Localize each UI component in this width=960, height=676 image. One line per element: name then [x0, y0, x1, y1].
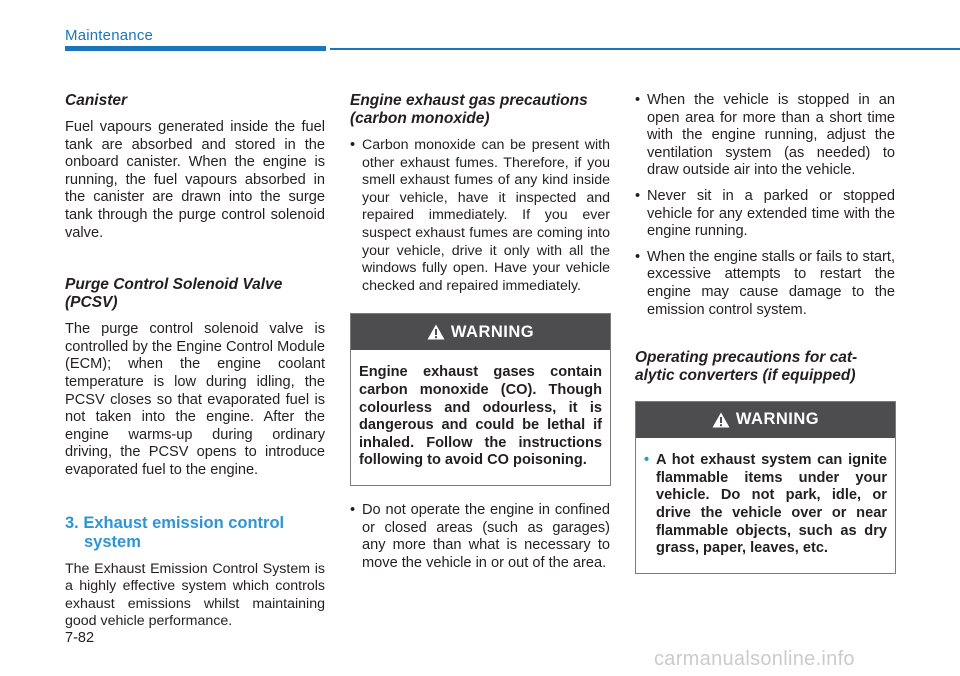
list-item [350, 502, 610, 572]
bullet-marker: • [635, 92, 641, 108]
warning-label: WARNING [735, 410, 820, 429]
warning-triangle-icon [427, 324, 445, 340]
pcsv-heading [65, 276, 325, 312]
bullet-marker: • [350, 137, 356, 153]
list-item [635, 249, 895, 319]
exhaust-emission-section-heading [65, 514, 325, 552]
warning-header [351, 314, 610, 350]
bullet-text: Do not operate the engine in confined or closed areas (such as garages) any more than what is necessary to move the vehicle in or out of the area. [362, 501, 610, 571]
catalytic-heading [635, 349, 895, 385]
warning-text: A hot exhaust system can ignite flammable items under your vehicle. Do not park, idle, or drive the vehicle over or near flammable objects, such as dry grass, paper, leaves, etc. [656, 452, 887, 557]
bullet-text: Never sit in a parked or stopped vehicle for any extended time with the engine running. [647, 187, 895, 240]
exhaust-gas-heading-line2: (carbon monoxide) [350, 110, 490, 127]
exhaust-gas-heading-line1: Engine exhaust gas precautions [350, 92, 588, 109]
header-rule-thick [65, 46, 326, 51]
bullet-marker: • [644, 452, 650, 469]
bullet-marker: • [635, 187, 641, 204]
exhaust-gas-heading [350, 92, 610, 128]
warning-text: Engine exhaust gases contain carbon monoxide (CO). Though colourless and odourless, it is dangerous and could be lethal if inhaled. Follow the instructions following to avoid CO poisoning. [359, 364, 602, 469]
catalytic-heading-line2: alytic converters (if equipped) [635, 367, 856, 385]
list-item [635, 188, 895, 241]
header-rule-thin [330, 48, 960, 50]
watermark: carmanualsonline.info [654, 648, 855, 670]
column-2 [350, 92, 610, 572]
canister-paragraph: Fuel vapours generated inside the fuel tank are absorbed and stored in the onboard canister. When the engine is running, the fuel vapours absorbed in the canister are drawn into the surge tank through the purge control solenoid valve. [65, 119, 325, 241]
canister-heading: Canister [65, 92, 128, 109]
warning-triangle-icon [712, 412, 730, 428]
warning-label: WARNING [450, 322, 535, 341]
bullet-marker: • [635, 248, 641, 265]
column-1 [65, 92, 325, 631]
pcsv-paragraph: The purge control solenoid valve is controlled by the Engine Control Module (ECM); when the engine coolant temperature is low during idling, the PCSV closes so that evaporated fuel is not taken into the engine. After the engine warms-up during ordinary driving, the PCSV opens to introduce evaporated fuel to the engine. [65, 321, 325, 478]
exhaust-emission-paragraph: The Exhaust Emission Control System is a highly effective system which controls exhaust emissions whilst maintaining good vehicle performance. [65, 560, 325, 630]
section-heading-line1: 3. Exhaust emission control [65, 513, 285, 532]
section-title: Maintenance [65, 27, 154, 44]
section-heading-line2: system [84, 532, 141, 551]
catalytic-heading-line1: Operating precautions for cat- [635, 349, 858, 367]
bullet-text: When the engine stalls or fails to start, excessive attempts to restart the engine may cause damage to the emission control system. [647, 248, 895, 318]
pcsv-heading-line1: Purge Control Solenoid Valve [65, 276, 283, 294]
warning-body [636, 438, 895, 573]
warning-header [636, 402, 895, 438]
page-number: 7-82 [65, 630, 95, 646]
bullet-text: Carbon monoxide can be present with other exhaust fumes. Therefore, if you smell exhaust fumes of any kind inside your vehicle, have it inspected and repaired immediately. If you ever suspect exhaust fumes are coming into your vehicle, drive it only with all the windows fully open. Have your vehicle checked and repaired immediately. [362, 137, 610, 294]
co-warning-box [350, 313, 611, 486]
list-item [350, 137, 610, 295]
catalytic-warning-box [635, 401, 896, 574]
bullet-marker: • [350, 501, 356, 518]
pcsv-heading-line2: (PCSV) [65, 294, 118, 312]
list-item [635, 92, 895, 180]
bullet-text: When the vehicle is stopped in an open area for more than a short time with the engine running, adjust the ventilation system (as needed) to draw outside air into the vehicle. [647, 92, 895, 179]
column-3 [635, 92, 895, 574]
